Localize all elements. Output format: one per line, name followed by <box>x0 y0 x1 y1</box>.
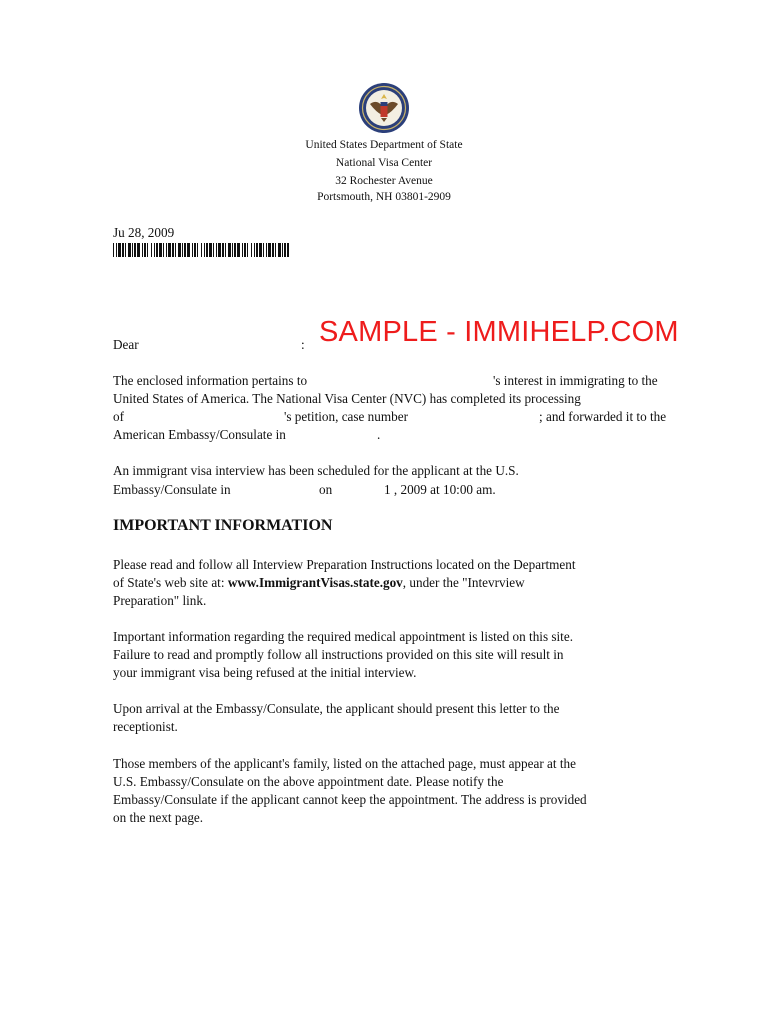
p6-line2: U.S. Embassy/Consulate on the above appointment date. Please notify the <box>113 774 504 789</box>
p6-line3: Embassy/Consulate if the applicant cannot keep the appointment. The address is provided <box>113 792 587 807</box>
agency-name: United States Department of State <box>305 139 463 151</box>
street-address: 32 Rochester Avenue <box>335 175 433 187</box>
p1-line4-end: . <box>377 427 381 442</box>
p1-line1-end: 's interest in immigrating to the <box>493 373 658 388</box>
p2-line2-start: Embassy/Consulate in <box>113 482 231 497</box>
p4-line3: your immigrant visa being refused at the initial interview. <box>113 665 417 680</box>
p3-line3: Preparation" link. <box>113 593 207 608</box>
us-department-of-state-seal-icon <box>358 82 410 134</box>
p3-line1: Please read and follow all Interview Preparation Instructions located on the Department <box>113 557 576 572</box>
p4-line2: Failure to read and promptly follow all instructions provided on this site will result in <box>113 647 564 662</box>
p6-line4: on the next page. <box>113 810 204 825</box>
p3-line2-end: , under the "Intevrview <box>402 575 525 590</box>
p1-line3-end: ; and forwarded it to the <box>539 409 667 424</box>
salutation-dear: Dear <box>113 337 139 352</box>
p2-line2-on: on <box>319 482 333 497</box>
p3-line2-start: of State's web site at: <box>113 575 228 590</box>
p1-line3-mid: 's petition, case number <box>284 409 408 424</box>
p2-line2-date: 1 , 2009 at 10:00 am. <box>384 482 496 497</box>
p1-line2: United States of America. The National Visa Center (NVC) has completed its processing <box>113 391 581 406</box>
p1-line4-start: American Embassy/Consulate in <box>113 427 286 442</box>
letter-date: Ju 28, 2009 <box>113 225 175 240</box>
center-name: National Visa Center <box>335 157 433 169</box>
p3-line2 <box>113 574 525 592</box>
barcode <box>113 243 289 257</box>
p5-line1: Upon arrival at the Embassy/Consulate, the applicant should present this letter to the <box>113 701 560 716</box>
p5-line2: receptionist. <box>113 719 178 734</box>
p2-line1: An immigrant visa interview has been scheduled for the applicant at the U.S. <box>113 463 519 478</box>
city-state-zip: Portsmouth, NH 03801-2909 <box>317 191 451 203</box>
important-information-heading: IMPORTANT INFORMATION <box>113 517 333 534</box>
immigrant-visas-website-link[interactable]: www.ImmigrantVisas.state.gov <box>227 575 403 590</box>
sample-watermark: SAMPLE - IMMIHELP.COM <box>319 316 679 348</box>
p4-line1: Important information regarding the required medical appointment is listed on this site. <box>113 629 573 644</box>
p6-line1: Those members of the applicant's family, listed on the attached page, must appear at the <box>113 756 576 771</box>
p1-line3-of: of <box>113 409 124 424</box>
p1-line1-start: The enclosed information pertains to <box>113 373 308 388</box>
salutation-colon: : <box>301 337 305 352</box>
